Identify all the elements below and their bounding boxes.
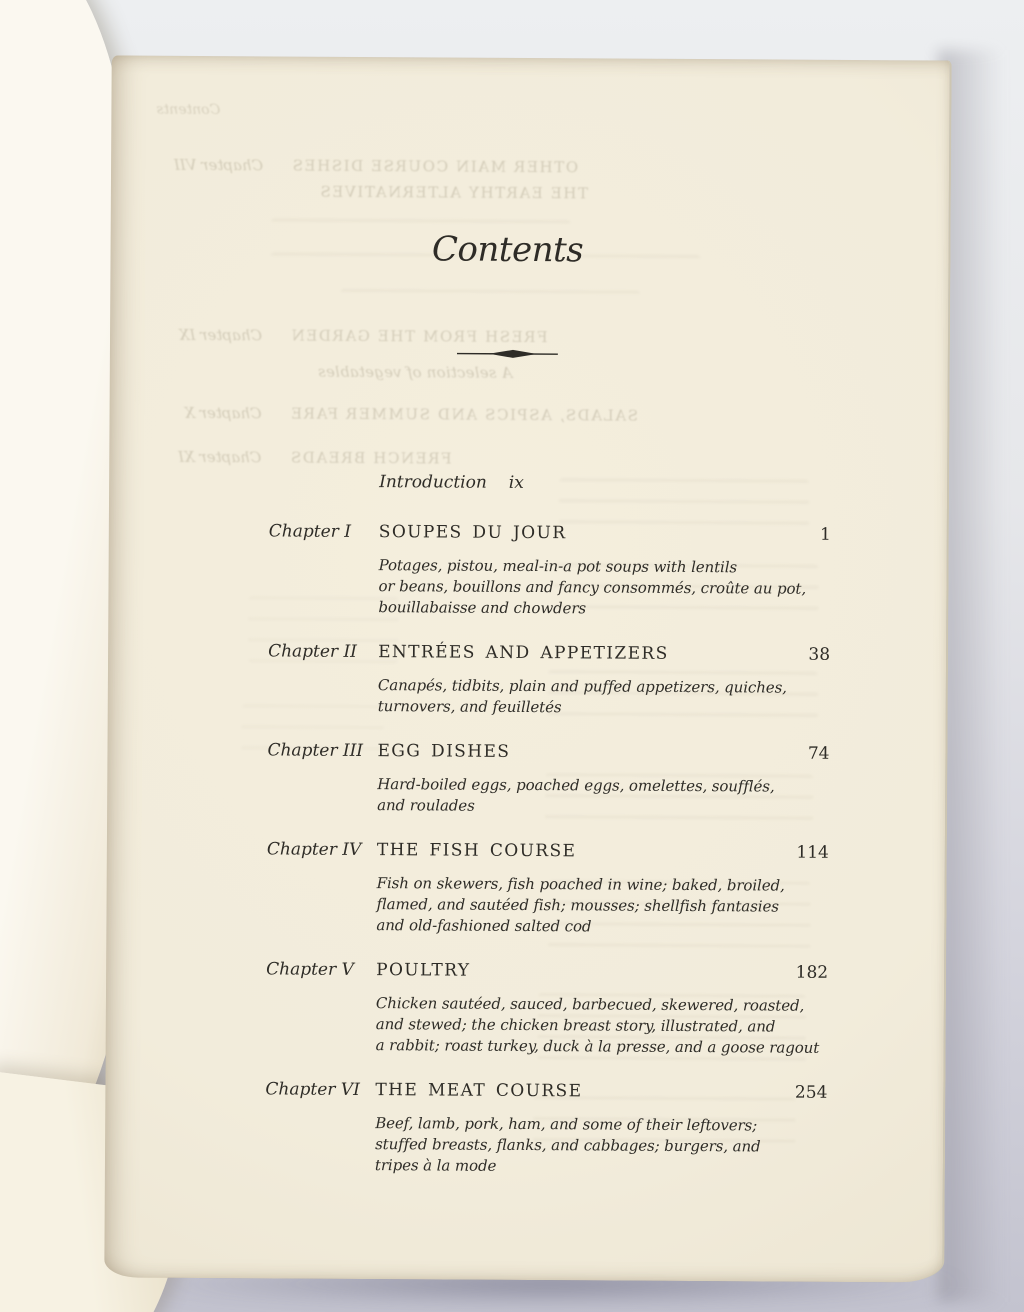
ghost-text-blur (580, 254, 700, 267)
description-line: flamed, and sautéed fish; mousses; shellfish fantasies (376, 895, 779, 916)
ghost-toc-row (170, 362, 838, 384)
chapter-page-number: 114 (796, 842, 829, 863)
chapter-label: Chapter II (268, 641, 357, 662)
chapter-title: POULTRY (376, 960, 471, 981)
chapter-page-number: 74 (807, 743, 830, 764)
chapter-description (375, 1113, 827, 1179)
description-line: and stewed; the chicken breast story, illustrated, and (375, 1015, 776, 1036)
chapter-description (376, 873, 828, 939)
description-line: bouillabaisse and chowders (378, 598, 587, 618)
chapter-page-number: 38 (808, 644, 831, 665)
intro-page-number: ix (508, 472, 524, 493)
chapter-description (378, 555, 830, 621)
ghost-chapter-title: OTHER MAIN COURSE DISHES (291, 156, 579, 177)
description-line: and roulades (377, 796, 475, 815)
description-line: or beans, bouillons and fancy consommés, croûte au pot, (378, 577, 807, 598)
ghost-toc-row (170, 404, 718, 425)
toc-entry-head (266, 959, 828, 982)
chapter-page-number: 1 (819, 524, 831, 545)
divider-ornament (457, 348, 558, 361)
ghost-text-blur (271, 218, 571, 230)
intro-entry (379, 472, 831, 495)
ghost-chapter-title: FRESH FROM THE GARDEN (289, 326, 548, 347)
chapter-description (376, 993, 828, 1059)
description-line: Potages, pistou, meal-in-a pot soups with lentils (378, 556, 738, 577)
intro-label: Introduction (379, 472, 487, 493)
chapter-title: EGG DISHES (377, 741, 511, 762)
contents-page (104, 55, 951, 1282)
chapter-title: ENTRÉES AND APPETIZERS (378, 642, 669, 664)
ghost-chapter-title: SALADS, ASPICS AND SUMMER FARE (289, 404, 639, 425)
intro-label-spacer (269, 471, 379, 492)
ghost-chapter-label: Chapter XI (178, 447, 262, 467)
chapter-page-number: 254 (794, 1082, 828, 1103)
description-line: tripes à la mode (374, 1156, 497, 1175)
chapter-description (378, 675, 830, 720)
table-of-contents (265, 471, 831, 1202)
ghost-toc-row (171, 182, 839, 204)
ghost-chapter-label: Chapter IX (178, 325, 263, 345)
description-line: Chicken sautéed, sauced, barbecued, skewered, roasted, (375, 994, 805, 1015)
chapter-label: Chapter IV (266, 839, 362, 860)
chapter-page-number: 182 (795, 962, 829, 983)
description-line: turnovers, and feuilletés (377, 697, 562, 717)
ghost-chapter-label: Chapter X (184, 403, 262, 423)
ghost-text-blur (340, 289, 640, 301)
chapter-title: THE MEAT COURSE (375, 1080, 583, 1102)
ghost-chapter-title: THE EARTHY ALTERNATIVES (318, 182, 589, 203)
toc-entry-head (267, 839, 829, 862)
toc-entry (265, 1079, 828, 1178)
ghost-toc-row (171, 156, 719, 177)
chapter-title: SOUPES DU JOUR (378, 522, 567, 544)
ghost-running-head: Contents (156, 101, 221, 119)
description-line: Fish on skewers, fish poached in wine; baked, broiled, (376, 874, 785, 895)
ghost-toc-row (170, 326, 718, 347)
ghost-chapter-label: Chapter VII (173, 155, 264, 175)
toc-entry (268, 521, 831, 620)
toc-entry-head (265, 1079, 827, 1102)
description-line: Hard-boiled eggs, poached eggs, omelettes, soufflés, (377, 775, 775, 796)
toc-entry-head (267, 740, 829, 763)
page-title: Contents (431, 229, 584, 271)
chapter-label: Chapter VI (265, 1079, 360, 1100)
description-line: stuffed breasts, flanks, and cabbages; burgers, and (375, 1135, 761, 1156)
chapter-title: THE FISH COURSE (376, 840, 577, 862)
ghost-toc-row (169, 448, 717, 469)
toc-entry (268, 641, 830, 719)
chapter-label: Chapter V (266, 959, 354, 980)
description-line: and old-fashioned salted cod (376, 916, 592, 936)
toc-entry (266, 839, 829, 938)
ghost-chapter-title: A selection of vegetables (317, 362, 513, 382)
toc-entry-head (268, 641, 830, 664)
chapter-label: Chapter III (267, 740, 364, 761)
description-line: Canapés, tidbits, plain and puffed appetizers, quiches, (377, 676, 787, 697)
toc-entry (266, 959, 829, 1058)
description-line: Beef, lamb, pork, ham, and some of their leftovers; (375, 1114, 758, 1135)
chapter-description (377, 774, 829, 819)
toc-entry (267, 740, 829, 818)
chapter-label: Chapter I (268, 521, 352, 542)
toc-intro-row (269, 471, 831, 494)
description-line: a rabbit; roast turkey, duck à la presse, and a goose ragout (375, 1036, 820, 1057)
toc-entry-head (269, 521, 831, 544)
ghost-chapter-title: FRENCH BREADS (289, 448, 452, 468)
